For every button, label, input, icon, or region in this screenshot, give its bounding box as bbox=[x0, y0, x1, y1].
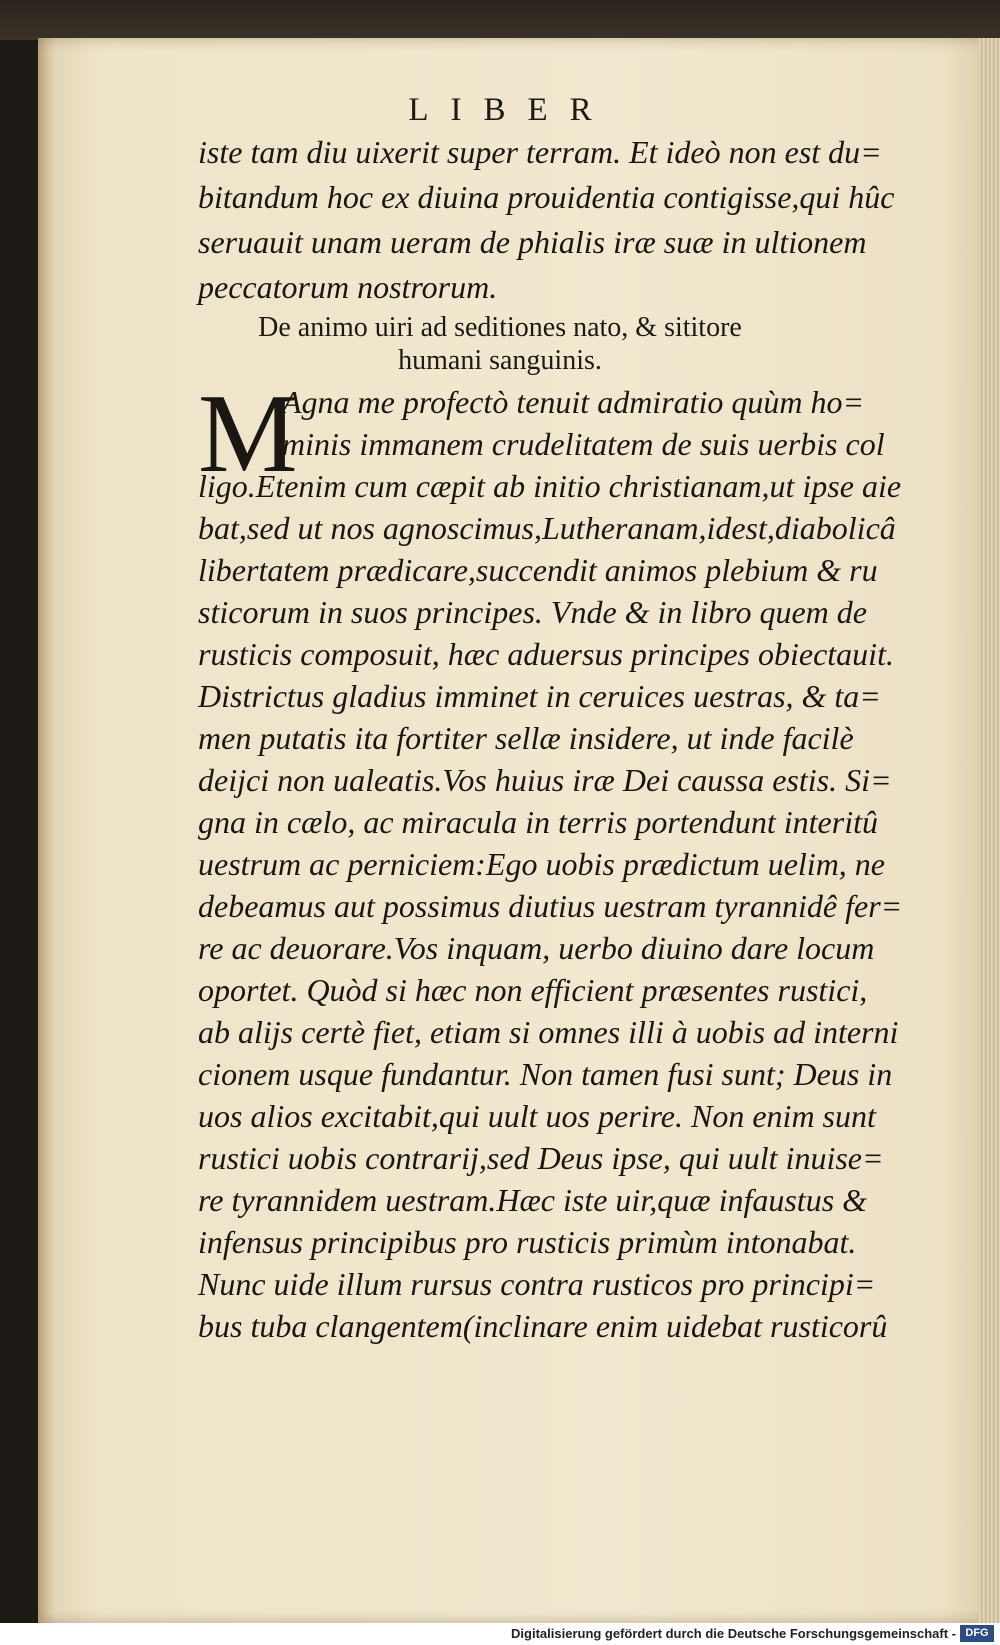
text-line: bat,sed ut nos agnoscimus,Lutheranam,idest,diabolicâ bbox=[198, 510, 896, 546]
text-line: re ac deuorare.Vos inquam, uerbo diuino dare locum bbox=[198, 930, 875, 966]
text-line: minis immanem crudelitatem de suis uerbis col bbox=[282, 426, 885, 462]
text-line: oportet. Quòd si hæc non efficient præsentes rustici, bbox=[198, 972, 868, 1008]
text-line: seruauit unam ueram de phialis iræ suæ in ultionem bbox=[198, 224, 867, 260]
dfg-logo: DFG bbox=[960, 1625, 994, 1642]
text-line: cionem usque fundantur. Non tamen fusi sunt; Deus in bbox=[198, 1056, 893, 1092]
text-line: libertatem prædicare,succendit animos plebium & ru bbox=[198, 552, 878, 588]
text-line: sticorum in suos principes. Vnde & in libro quem de bbox=[198, 594, 867, 630]
drop-cap: M bbox=[198, 372, 298, 496]
text-line: rusticis composuit, hæc aduersus principes obiectauit. bbox=[198, 636, 894, 672]
text-line: deijci non ualeatis.Vos huius iræ Dei caussa estis. Si= bbox=[198, 762, 892, 798]
page-edge bbox=[978, 38, 1000, 1623]
text-line: uos alios excitabit,qui uult uos perire. Non enim sunt bbox=[198, 1098, 876, 1134]
text-line: rustici uobis contrarij,sed Deus ipse, qui uult inuise= bbox=[198, 1140, 884, 1176]
text-line: re tyrannidem uestram.Hæc iste uir,quæ infaustus & bbox=[198, 1182, 868, 1218]
section-heading-line: humani sanguinis. bbox=[398, 345, 602, 376]
text-line: peccatorum nostrorum. bbox=[198, 269, 498, 305]
running-head: LIBER bbox=[408, 92, 614, 128]
text-line: bitandum hoc ex diuina prouidentia contigisse,qui hûc bbox=[198, 179, 895, 215]
text-line: men putatis ita fortiter sellæ insidere, ut inde facilè bbox=[198, 720, 854, 756]
text-line: uestrum ac perniciem:Ego uobis prædictum uelim, ne bbox=[198, 846, 885, 882]
footer-credit: Digitalisierung gefördert durch die Deutsche Forschungsgemeinschaft - bbox=[511, 1626, 956, 1641]
text-line: debeamus aut possimus diutius uestram tyrannidê fer= bbox=[198, 888, 903, 924]
section-heading-line: De animo uiri ad seditiones nato, & sititore bbox=[258, 312, 742, 343]
text-line: Districtus gladius imminet in ceruices uestras, & ta= bbox=[198, 678, 881, 714]
text-line: ligo.Etenim cum cæpit ab initio christianam,ut ipse aie bbox=[198, 468, 902, 504]
text-line: infensus principibus pro rusticis primùm intonabat. bbox=[198, 1224, 857, 1260]
text-line: Agna me profectò tenuit admiratio quùm ho= bbox=[282, 384, 865, 420]
digitization-footer bbox=[0, 1623, 1000, 1645]
binding-top bbox=[0, 0, 1000, 40]
text-line: Nunc uide illum rursus contra rusticos pro principi= bbox=[198, 1266, 876, 1302]
text-line: gna in cælo, ac miracula in terris portendunt interitû bbox=[198, 804, 878, 840]
text-line: iste tam diu uixerit super terram. Et ideò non est du= bbox=[198, 134, 882, 170]
text-line: ab alijs certè fiet, etiam si omnes illi à uobis ad interni bbox=[198, 1014, 899, 1050]
text-line: bus tuba clangentem(inclinare enim uidebat rusticorû bbox=[198, 1308, 888, 1344]
